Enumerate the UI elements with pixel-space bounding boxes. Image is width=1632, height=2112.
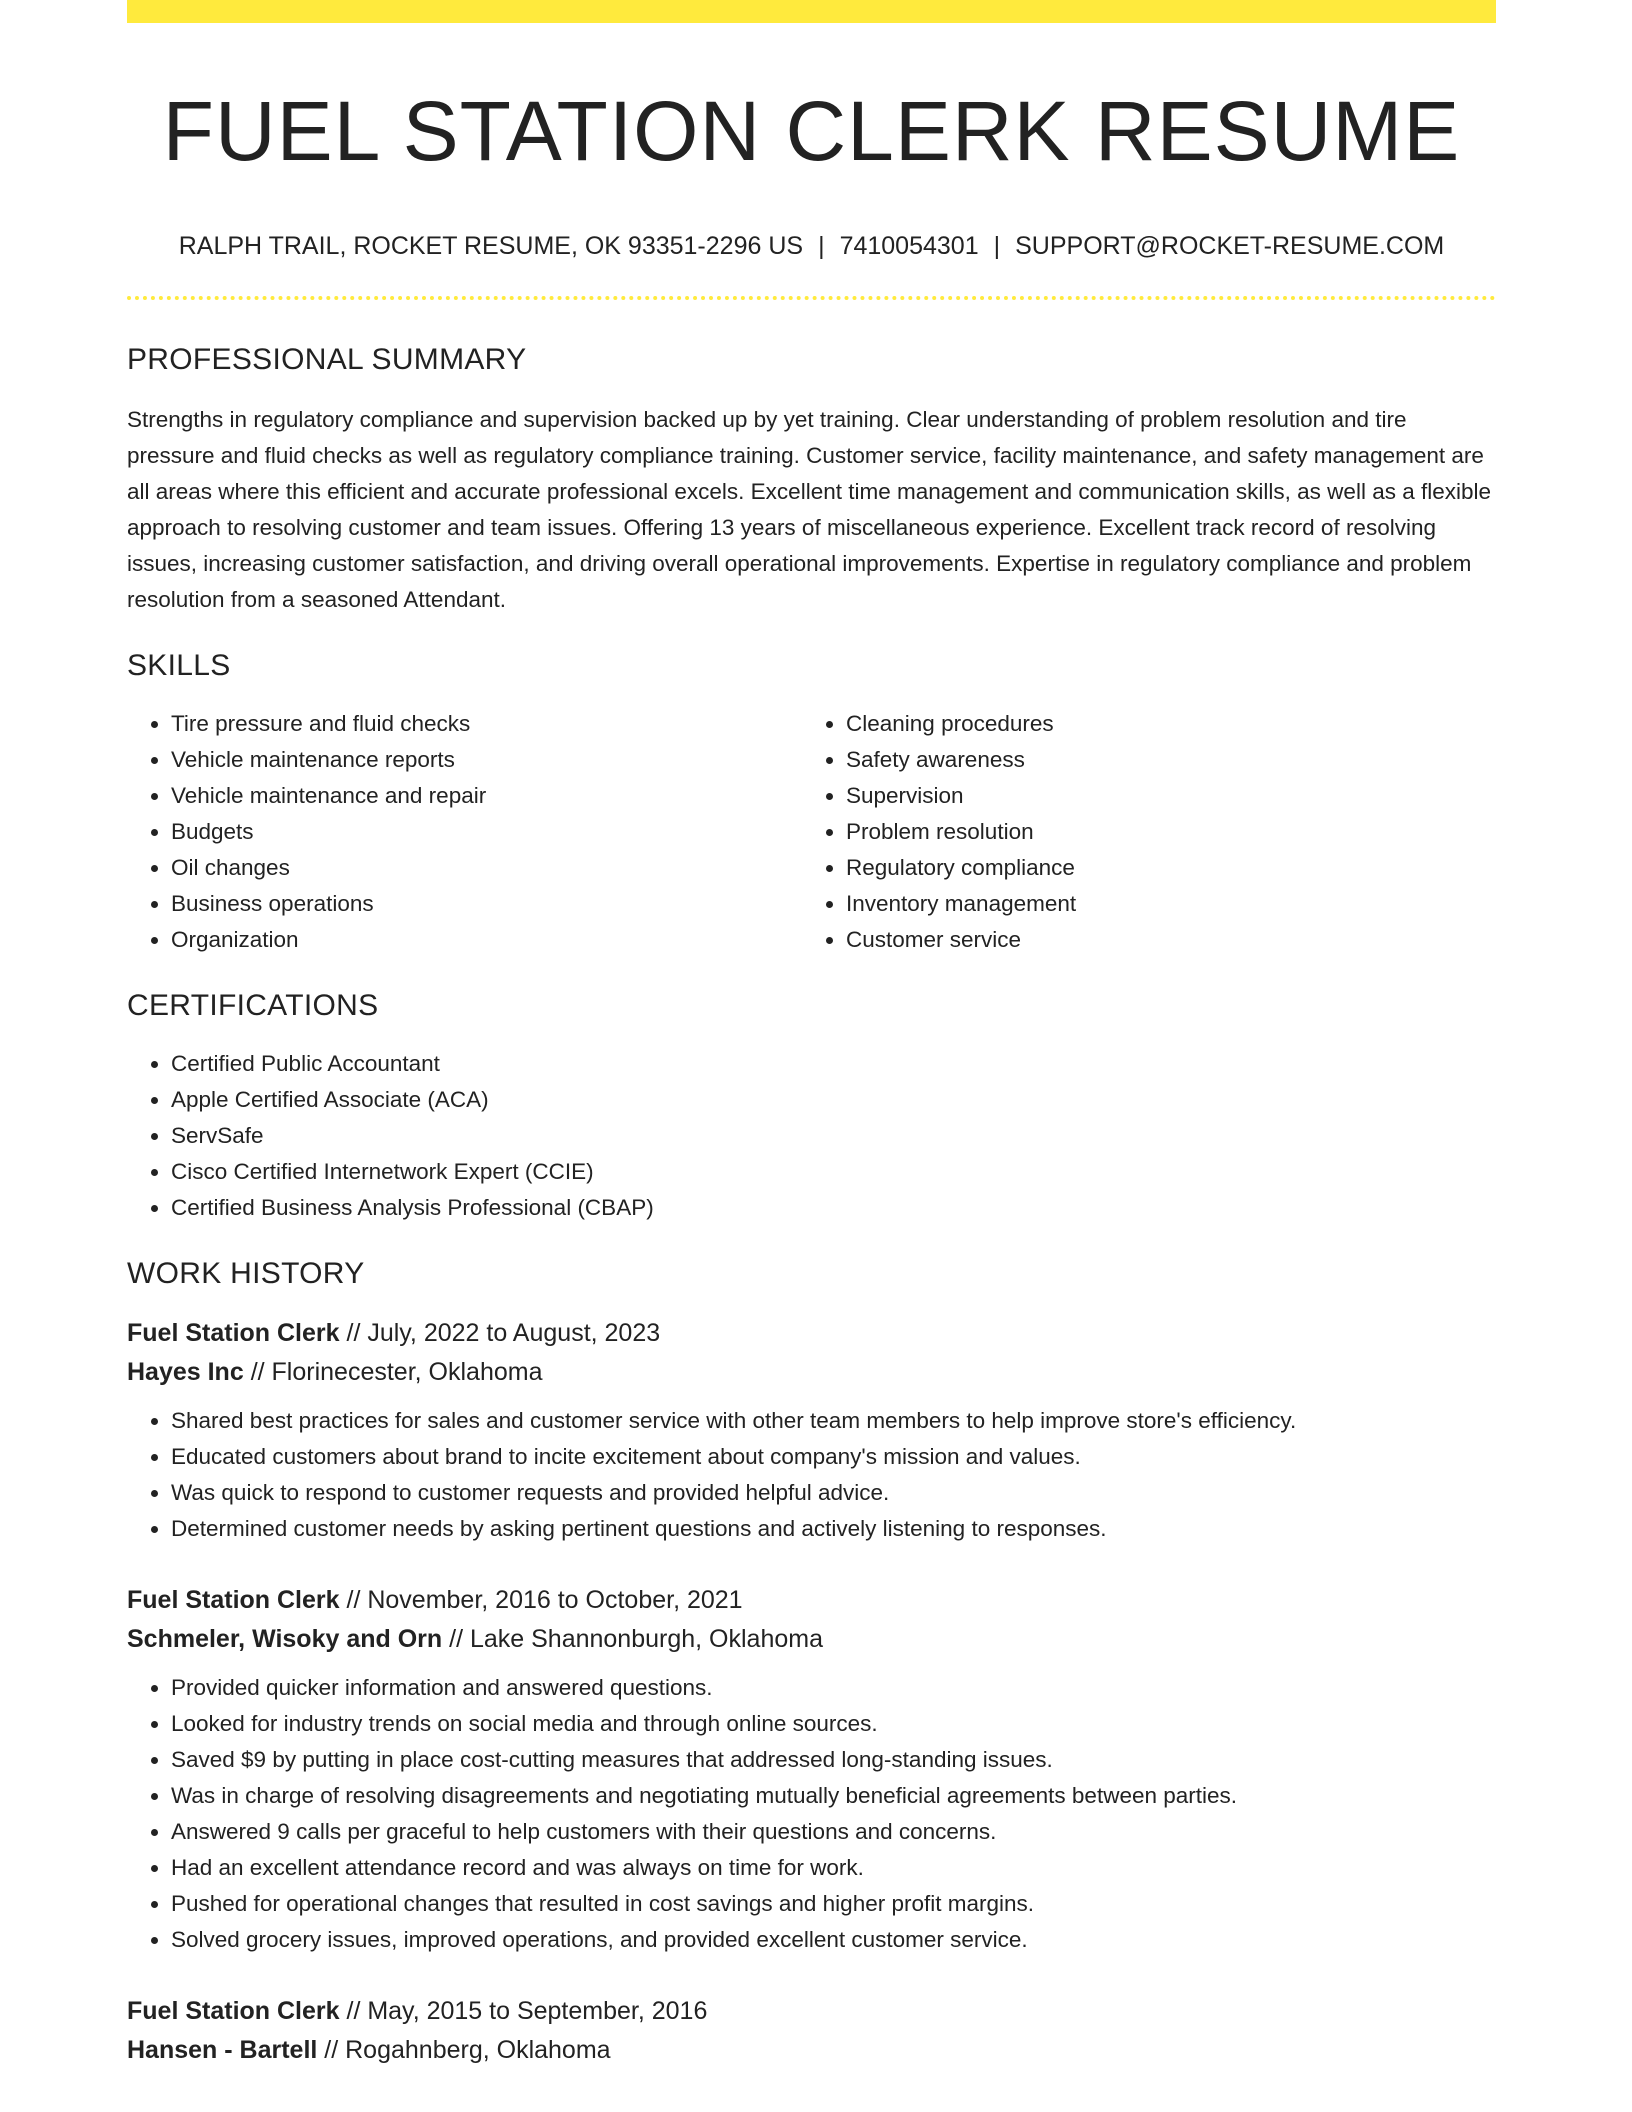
job-title-line: [127, 1581, 1496, 1620]
resume-title: FUEL STATION CLERK RESUME: [162, 84, 1461, 178]
accent-bar: [127, 0, 1496, 23]
skill-item: • Cleaning procedures: [846, 706, 1477, 742]
job-duty: • Was in charge of resolving disagreements and negotiating mutually beneficial agreements between parties.: [171, 1778, 1496, 1814]
job-entry: [127, 1992, 1496, 2070]
skill-item: • Oil changes: [171, 850, 802, 886]
job-company: Schmeler, Wisoky and Orn: [127, 1625, 443, 1653]
skill-item: • Organization: [171, 922, 802, 958]
contact-line: [127, 230, 1496, 262]
job-duty: • Looked for industry trends on social media and through online sources.: [171, 1706, 1496, 1742]
job-duty: • Shared best practices for sales and customer service with other team members to help improve store's efficiency.: [171, 1403, 1496, 1439]
contact-separator: |: [818, 232, 825, 260]
summary-heading: PROFESSIONAL SUMMARY: [127, 343, 527, 376]
skill-item: • Supervision: [846, 778, 1477, 814]
job-dates: // November, 2016 to October, 2021: [339, 1586, 743, 1614]
job-company: Hayes Inc: [127, 1358, 244, 1386]
contact-separator: |: [993, 232, 1001, 260]
job-duty: • Determined customer needs by asking pertinent questions and actively listening to responses.: [171, 1511, 1496, 1547]
job-duty: • Solved grocery issues, improved operations, and provided excellent customer service.: [171, 1922, 1496, 1958]
job-duty: • Answered 9 calls per graceful to help customers with their questions and concerns.: [171, 1814, 1496, 1850]
job-duties-list: [127, 1403, 1496, 1547]
job-location: // Lake Shannonburgh, Oklahoma: [442, 1625, 823, 1653]
skills-column-right: [802, 706, 1477, 958]
skill-item: • Business operations: [171, 886, 802, 922]
job-title-line: [127, 1992, 1496, 2031]
certification-item: • Cisco Certified Internetwork Expert (CCIE): [171, 1154, 1496, 1190]
skills-heading: SKILLS: [127, 649, 231, 682]
work-history-heading: WORK HISTORY: [127, 1257, 365, 1290]
skill-item: • Budgets: [171, 814, 802, 850]
job-location: // Florinecester, Oklahoma: [243, 1358, 543, 1386]
skills-grid: [127, 706, 1496, 958]
job-dates: // May, 2015 to September, 2016: [339, 1997, 708, 2025]
job-company: Hansen - Bartell: [127, 2036, 318, 2064]
certifications-list: [127, 1046, 1496, 1226]
job-duty: • Had an excellent attendance record and was always on time for work.: [171, 1850, 1496, 1886]
contact-address: RALPH TRAIL, ROCKET RESUME, OK 93351-2296 US: [178, 232, 804, 260]
skill-item: • Regulatory compliance: [846, 850, 1477, 886]
skill-item: • Vehicle maintenance reports: [171, 742, 802, 778]
job-entry: [127, 1581, 1496, 1958]
skill-item: • Safety awareness: [846, 742, 1477, 778]
job-duty: • Was quick to respond to customer requests and provided helpful advice.: [171, 1475, 1496, 1511]
certification-item: • Certified Public Accountant: [171, 1046, 1496, 1082]
job-duty: • Saved $9 by putting in place cost-cutting measures that addressed long-standing issues.: [171, 1742, 1496, 1778]
skill-item: • Inventory management: [846, 886, 1477, 922]
skill-item: • Problem resolution: [846, 814, 1477, 850]
certification-item: • ServSafe: [171, 1118, 1496, 1154]
skill-item: • Tire pressure and fluid checks: [171, 706, 802, 742]
skills-list-left: [127, 706, 802, 958]
job-dates: // July, 2022 to August, 2023: [339, 1319, 661, 1347]
job-title: Fuel Station Clerk: [127, 1319, 340, 1347]
job-duty: • Provided quicker information and answered questions.: [171, 1670, 1496, 1706]
job-location: // Rogahnberg, Oklahoma: [317, 2036, 611, 2064]
contact-phone: 7410054301: [839, 232, 979, 260]
job-duty: • Educated customers about brand to incite excitement about company's mission and values.: [171, 1439, 1496, 1475]
summary-text: Strengths in regulatory compliance and supervision backed up by yet training. Clear understanding of problem resolution and tire pressure and fluid checks as well as regulatory compliance training. Customer service, facility maintenance, and safety management are all areas where this efficient and accurate professional excels. Excellent time management and communication skills, as well as a flexible approach to resolving customer and team issues. Offering 13 years of miscellaneous experience. Excellent track record of resolving issues, increasing customer satisfaction, and driving overall operational improvements. Expertise in regulatory compliance and problem resolution from a seasoned Attendant.: [127, 407, 1492, 612]
dotted-divider: [127, 296, 1496, 300]
skills-list-right: [802, 706, 1477, 958]
job-title: Fuel Station Clerk: [127, 1586, 340, 1614]
job-duties-list: [127, 1670, 1496, 1958]
contact-email: SUPPORT@ROCKET-RESUME.COM: [1015, 232, 1445, 260]
skill-item: • Vehicle maintenance and repair: [171, 778, 802, 814]
job-title-line: [127, 1314, 1496, 1353]
certification-item: • Certified Business Analysis Professional (CBAP): [171, 1190, 1496, 1226]
certifications-heading: CERTIFICATIONS: [127, 989, 379, 1022]
job-duty: • Pushed for operational changes that resulted in cost savings and higher profit margins.: [171, 1886, 1496, 1922]
job-company-line: [127, 1620, 1496, 1659]
job-title: Fuel Station Clerk: [127, 1997, 340, 2025]
resume-page: [127, 0, 1496, 2070]
skill-item: • Customer service: [846, 922, 1477, 958]
certification-item: • Apple Certified Associate (ACA): [171, 1082, 1496, 1118]
job-entry: [127, 1314, 1496, 1547]
job-company-line: [127, 1353, 1496, 1392]
skills-column-left: [127, 706, 802, 958]
job-company-line: [127, 2031, 1496, 2070]
